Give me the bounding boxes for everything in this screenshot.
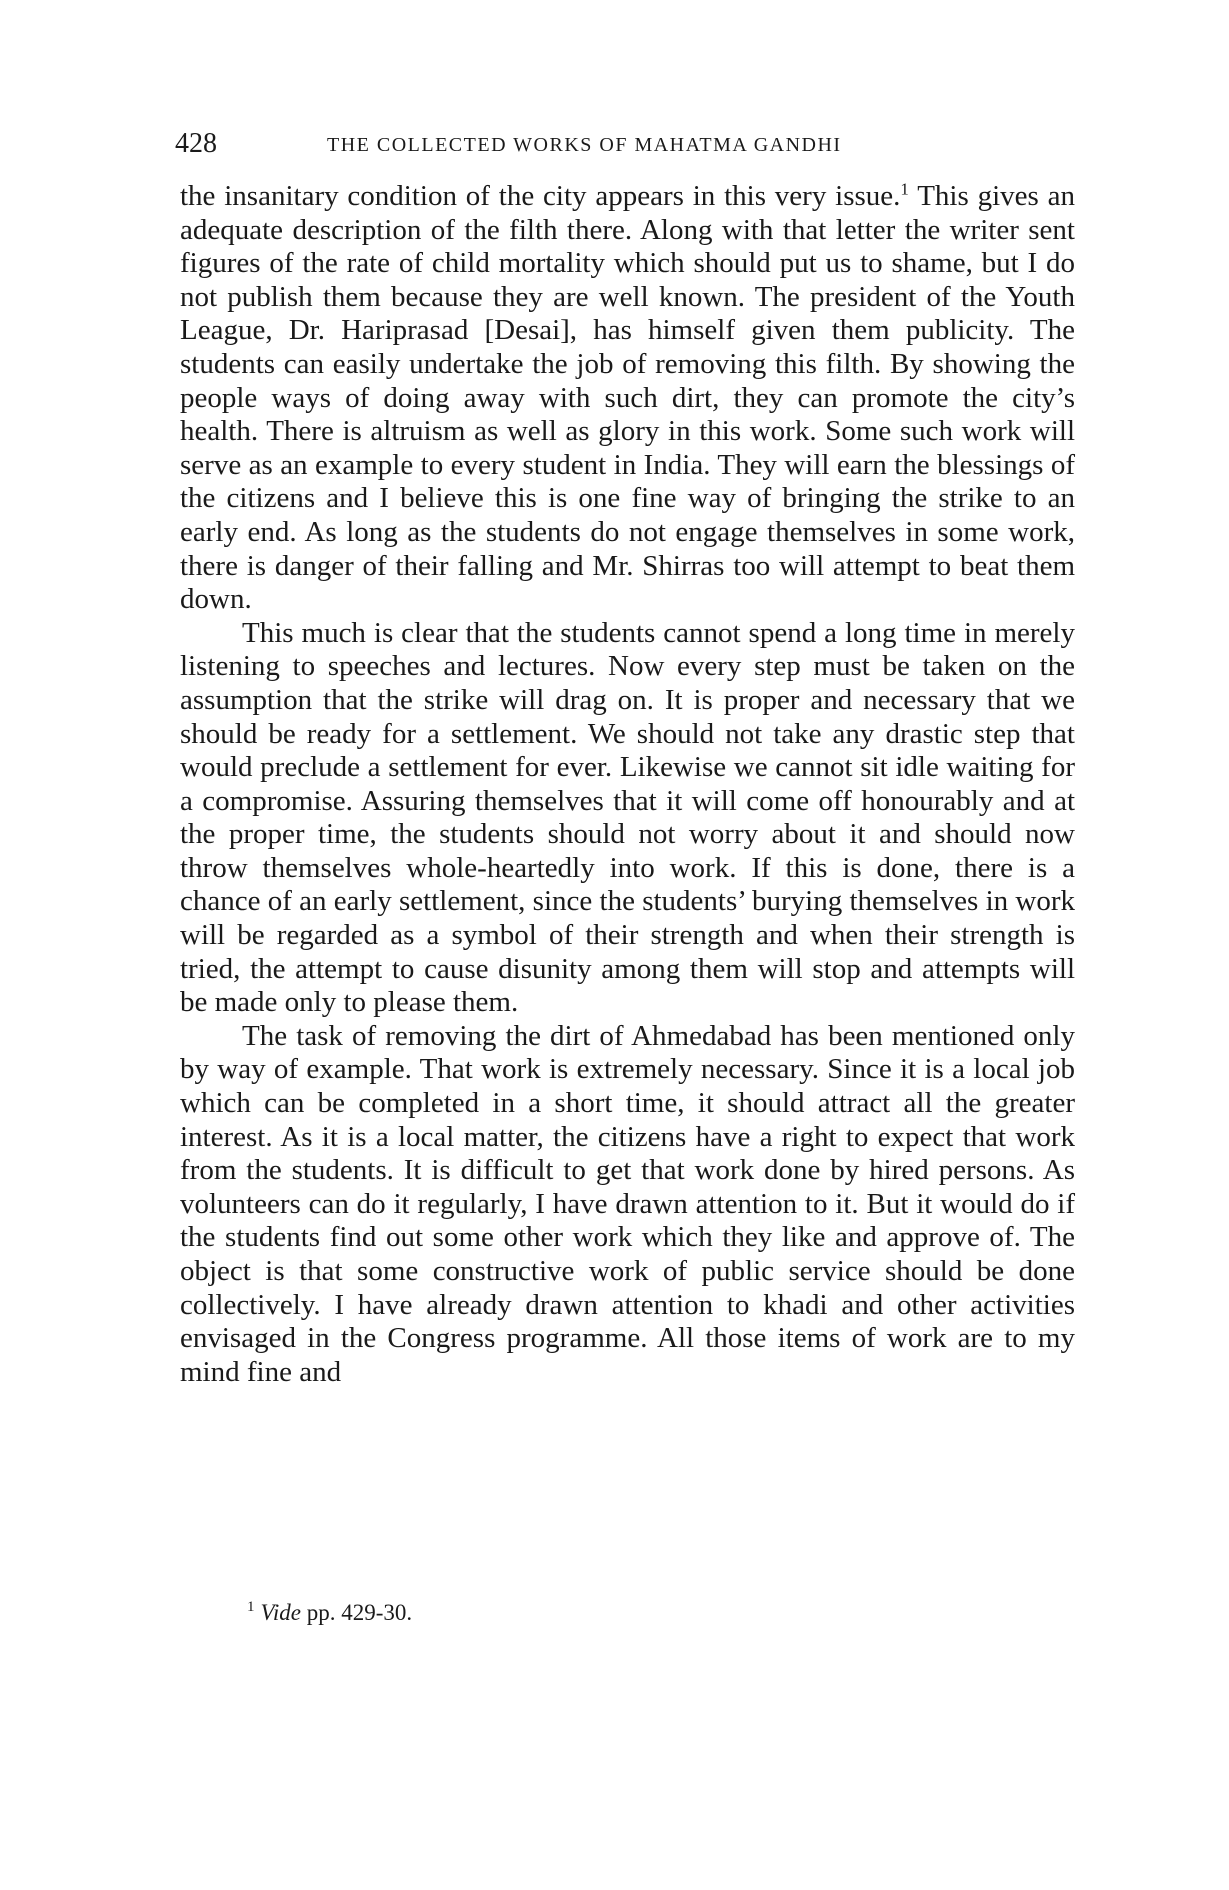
page-number: 428 bbox=[175, 128, 217, 159]
paragraph-1-text: the insanitary condition of the city appears in this very issue. bbox=[180, 180, 901, 212]
running-head: THE COLLECTED WORKS OF MAHATMA GANDHI bbox=[327, 134, 842, 156]
paragraph-2: This much is clear that the students cannot spend a long time in merely listening to speeches and lectures. Now every step must be taken on the assumption that the strike will drag on. It is proper and necessary that we should be ready for a settlement. We should not take any drastic step that would preclude a settlement for ever. Likewise we cannot sit idle waiting for a compromise. Assuring themselves that it will come off honourably and at the proper time, the students should not worry about it and should now throw themselves whole-heartedly into work. If this is done, there is a chance of an early settlement, since the students’ burying themselves in work will be regarded as a symbol of their strength and when their strength is tried, the attempt to cause disunity among them will stop and attempts will be made only to please them. bbox=[180, 616, 1075, 1019]
footnote-italic: Vide bbox=[260, 1600, 301, 1625]
paragraph-3: The task of removing the dirt of Ahmedabad has been mentioned only by way of example. That work is extremely necessary. Since it is a local job which can be completed in a short time, it should attract all the greater interest. As it is a local matter, the citizens have a right to expect that work from the students. It is difficult to get that work done by hired persons. As volunteers can do it regularly, I have drawn attention to it. But it would do if the students find out some other work which they like and approve of. The object is that some constructive work of public service should be done collectively. I have already drawn attention to khadi and other activities envisaged in the Congress programme. All those items of work are to my mind fine and bbox=[180, 1019, 1075, 1388]
page-header bbox=[175, 128, 1075, 168]
footnote-text: pp. 429-30. bbox=[300, 1600, 413, 1625]
body-text bbox=[180, 180, 1075, 1389]
paragraph-1 bbox=[180, 180, 1075, 617]
footnote-mark: 1 bbox=[247, 1599, 255, 1616]
paragraph-1-text-continued: This gives an adequate description of the filth there. Along with that letter the writer sent figures of the rate of child mortality which should put us to shame, but I do not publish them because they are well known. The president of the Youth League, Dr. Hariprasad [Desai], has himself given them publicity. The students can easily undertake the job of removing this filth. By showing the people ways of doing away with such dirt, they can promote the city’s health. There is altruism as well as glory in this work. Some such work will serve as an example to every student in India. They will earn the blessings of the citizens and I believe this is one fine way of bringing the strike to an early end. As long as the students do not engage themselves in some work, there is danger of their falling and Mr. Shirras too will attempt to beat them down. bbox=[180, 180, 1075, 616]
footnote bbox=[247, 1600, 412, 1626]
footnote-reference: 1 bbox=[900, 179, 909, 199]
watermark-text: CWMG XXXVIII bbox=[264, 265, 300, 1565]
